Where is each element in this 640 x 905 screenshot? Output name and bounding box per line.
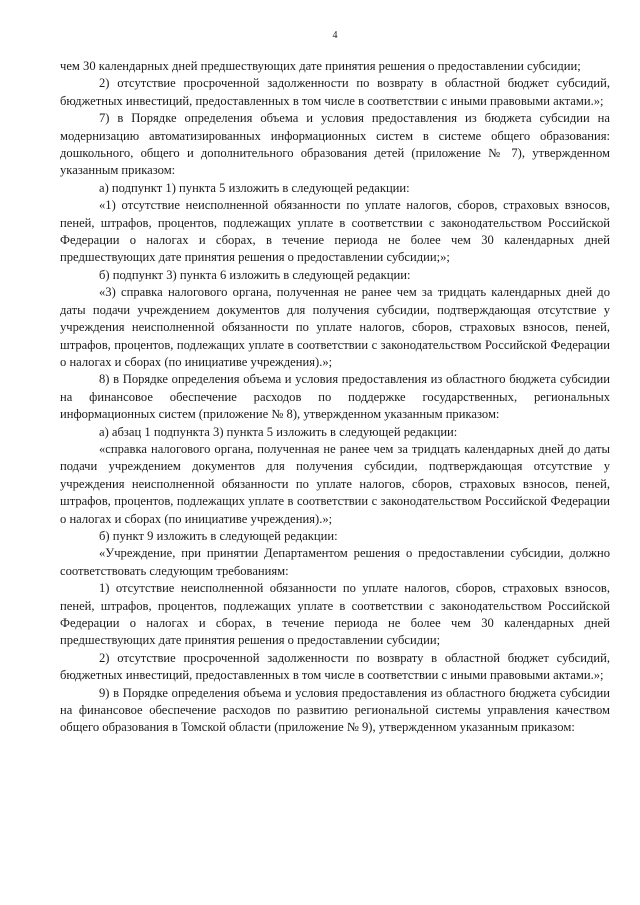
- paragraph: б) пункт 9 изложить в следующей редакции:: [99, 528, 338, 543]
- paragraph: «1) отсутствие неисполненной обязанности по уплате налогов, сборов, страховых взносов, пеней, штрафов, процентов, подлежащих уплате в соответствии с законодательством Российской Федерации о налогах и сборах, в течение периода не более чем 30 календарных дней предшествующих дате принятия решения о предоставлении субсидии;»;: [60, 198, 610, 265]
- paragraph: «справка налогового органа, полученная не ранее чем за тридцать календарных дней до даты подачи учреждением документов для получения субсидии, подтверждающая отсутствие у учреждения неисполненной обязанности по уплате налогов, сборов, страховых взносов, пеней, штрафов, процентов, подлежащих уплате в соответствии с законодательством Российской Федерации о налогах и сборах (по инициативе учреждения).»;: [60, 441, 610, 526]
- paragraph: а) подпункт 1) пункта 5 изложить в следующей редакции:: [99, 180, 410, 195]
- paragraph: б) подпункт 3) пункта 6 изложить в следующей редакции:: [99, 267, 411, 282]
- page-number: 4: [332, 30, 338, 41]
- document-body: [60, 58, 610, 737]
- paragraph: а) абзац 1 подпункта 3) пункта 5 изложить в следующей редакции:: [99, 424, 458, 439]
- paragraph: «3) справка налогового органа, полученная не ранее чем за тридцать календарных дней до даты подачи учреждением документов для получения субсидии, подтверждающая отсутствие у учреждения неисполненной обязанности по уплате налогов, сборов, страховых взносов, пеней, штрафов, процентов, подлежащих уплате в соответствии с законодательством Российской Федерации о налогах и сборах (по инициативе учреждения).»;: [60, 285, 610, 369]
- paragraph: 7) в Порядке определения объема и условия предоставления из бюджета субсидии на модернизацию автоматизированных информационных систем в системе общего образования: дошкольного, общего и дополнительного образования детей (приложение № 7), утвержденном указанным приказом:: [60, 111, 610, 178]
- paragraph: 8) в Порядке определения объема и условия предоставления из областного бюджета субсидии на финансовое обеспечение расходов по поддержке государственных, региональных информационных систем (приложение № 8), утвержденном указанным приказом:: [60, 372, 610, 422]
- paragraph: 9) в Порядке определения объема и условия предоставления из областного бюджета субсидии на финансовое обеспечение расходов по развитию региональной системы управления качеством общего образования в Томской области (приложение № 9), утвержденном указанным приказом:: [60, 685, 610, 735]
- paragraph: чем 30 календарных дней предшествующих дате принятия решения о предоставлении субсидии;: [60, 59, 581, 73]
- paragraph: «Учреждение, при принятии Департаментом решения о предоставлении субсидии, должно соответствовать следующим требованиям:: [60, 546, 610, 578]
- paragraph: 2) отсутствие просроченной задолженности по возврату в областной бюджет субсидий, бюджетных инвестиций, предоставленных в том числе в соответствии с иными правовыми актами.»;: [60, 76, 610, 108]
- paragraph: 2) отсутствие просроченной задолженности по возврату в областной бюджет субсидий, бюджетных инвестиций, предоставленных в том числе в соответствии с иными правовыми актами.»;: [60, 650, 610, 683]
- paragraph: 1) отсутствие неисполненной обязанности по уплате налогов, сборов, страховых взносов, пеней, штрафов, процентов, подлежащих уплате в соответствии с законодательством Российской Федерации о налогах и сборах, в течение периода не более чем 30 календарных дней предшествующих дате принятия решения о предоставлении субсидии;: [60, 581, 610, 648]
